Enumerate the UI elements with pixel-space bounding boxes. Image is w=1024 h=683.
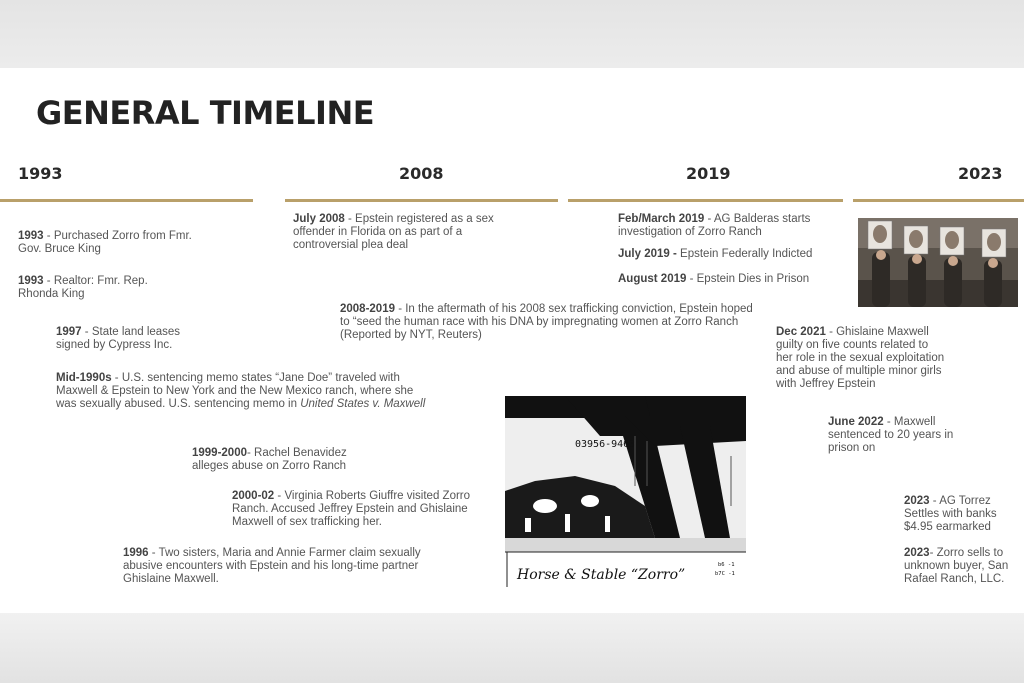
year-label-2008: 2008	[399, 164, 444, 183]
event-1997-leases: 1997 - State land leases signed by Cypress Inc.	[56, 326, 181, 351]
year-label-2023: 2023	[958, 164, 1003, 183]
event-1993-purchase: 1993 - Purchased Zorro from Fmr. Gov. Bruce King	[18, 230, 192, 255]
protest-photo	[858, 218, 1018, 307]
event-2023-settlement: 2023 - AG Torrez Settles with banks $4.95 earmarked	[904, 495, 997, 533]
event-2000-02: 2000-02 - Virginia Roberts Giuffre visited Zorro Ranch. Accused Jeffrey Epstein and Ghislaine Maxwell of sex trafficking her.	[232, 490, 471, 528]
page-title: GENERAL TIMELINE	[36, 94, 375, 132]
timeline-rule-2019	[568, 199, 843, 202]
event-july-2008: July 2008 - Epstein registered as a sex offender in Florida on as part of a controversial plea deal	[293, 213, 494, 251]
event-dec-2021: Dec 2021 - Ghislaine Maxwell guilty on five counts related to her role in the sexual exploitation and abuse of multiple minor girls with Jeffrey Epstein	[776, 326, 945, 390]
bottom-background	[0, 613, 1024, 683]
event-mid-1990s: Mid-1990s - U.S. sentencing memo states “Jane Doe” traveled with Maxwell & Epstein to New York and the New Mexico ranch, where she was sexually abused. U.S. sentencing memo in United States v. Maxwell	[56, 372, 426, 410]
event-august-2019: August 2019 - Epstein Dies in Prison	[618, 273, 810, 285]
timeline-rule-2023	[853, 199, 1024, 202]
timeline-rule-2008	[285, 199, 558, 202]
document-number: 03956-9463	[575, 439, 636, 450]
protest-photo-drawing	[858, 218, 1018, 307]
document-image-drawing	[505, 396, 746, 587]
document-code-b6: b6 -1	[718, 562, 735, 568]
document-image	[505, 396, 746, 587]
event-june-2022: June 2022 - Maxwell sentenced to 20 years in prison on	[828, 416, 954, 454]
event-1996-farmer: 1996 - Two sisters, Maria and Annie Farmer claim sexually abusive encounters with Epstein and his long-time partner Ghislaine Maxwell.	[123, 547, 421, 585]
document-caption: Horse & Stable “Zorro”	[517, 567, 686, 583]
event-2023-sale: 2023- Zorro sells to unknown buyer, San Rafael Ranch, LLC.	[904, 547, 1009, 585]
year-label-2019: 2019	[686, 164, 731, 183]
timeline-rule-1993	[0, 199, 253, 202]
event-1999-2000: 1999-2000- Rachel Benavidez alleges abuse on Zorro Ranch	[192, 447, 347, 472]
event-1993-realtor: 1993 - Realtor: Fmr. Rep. Rhonda King	[18, 275, 148, 300]
year-label-1993: 1993	[18, 164, 63, 183]
slide	[0, 68, 1024, 613]
event-july-2019: July 2019 - Epstein Federally Indicted	[618, 248, 813, 260]
event-2008-2019: 2008-2019 - In the aftermath of his 2008 sex trafficking conviction, Epstein hoped to “seed the human race with his DNA by impregnating women at Zorro Ranch (Reported by NYT, Reuters)	[340, 303, 753, 341]
event-feb-march-2019: Feb/March 2019 - AG Balderas starts investigation of Zorro Ranch	[618, 213, 811, 238]
document-code-b7c: b7C -1	[715, 571, 735, 577]
